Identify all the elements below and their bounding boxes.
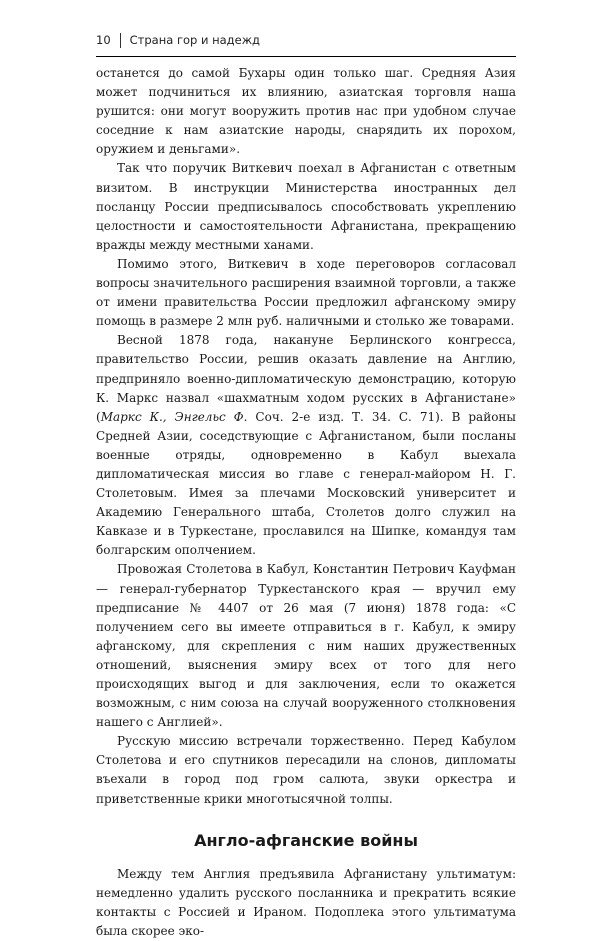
paragraph-7: Между тем Англия предъявила Афганистану ультиматум: немедленно удалить русского посланника и прекратить всякие контакты с Россией и Ираном. Подоплека этого ультиматума была скорее эко- xyxy=(96,866,516,938)
header-rule xyxy=(96,56,516,57)
paragraph-6: Русскую миссию встречали торжественно. Перед Кабулом Столетова и его спутников пересадили на слонов, дипломаты въехали в город под гром салюта, звуки оркестра и приветственные крики многотысячной толпы. xyxy=(96,734,516,806)
citation-authors: Маркс К., Энгельс Ф. xyxy=(100,409,248,424)
page-body xyxy=(96,64,516,941)
header-separator xyxy=(120,33,121,48)
paragraph-2: Так что поручик Виткевич поехал в Афганистан с ответным визитом. В инструкции Министерства иностранных дел посланцу России предписывалось способствовать укреплению целостности и самостоятельности Афганистана, прекращению вражды между местными ханами. xyxy=(96,161,516,252)
page-number: 10 xyxy=(96,33,111,47)
running-header xyxy=(96,30,516,50)
paragraph-4-text-b: Соч. 2-е изд. Т. 34. С. 71). В районы Средней Азии, соседствующие с Афганистаном, были посланы военные отряды, одновременно в Кабул выехала дипломатическая миссия во главе с генерал-майором Н. Г. Столетовым. Имея за плечами Московский университет и Академию Генерального штаба, Столетов долго служил на Кавказе и в Туркестане, прославился на Шипке, командуя там болгарским ополчением. xyxy=(96,409,516,558)
section-title: Англо-афганские войны xyxy=(194,830,418,850)
paragraph-1: останется до самой Бухары один только шаг. Средняя Азия может подчиниться их влиянию, азиатская торговля наша рушится: они могут вооружить против нас при удобном случае соседние к нам азиатские народы, снарядить их порохом, оружием и деньгами». xyxy=(96,66,516,157)
paragraph-4-text-a: Весной 1878 года, накануне Берлинского конгресса, правительство России, решив оказать давление на Англию, предприняло военно-дипломатическую демонстрацию, которую К. Маркс назвал «шахматным ходом русских в Афганистане» ( xyxy=(96,333,516,424)
paragraph-4 xyxy=(96,331,516,560)
paragraph-3: Помимо этого, Виткевич в ходе переговоров согласовал вопросы значительного расширения взаимной торговли, а также от имени правительства России предложил афганскому эмиру помощь в размере 2 млн руб. наличными и столько же товарами. xyxy=(96,256,516,329)
running-title: Страна гор и надежд xyxy=(129,33,261,47)
paragraph-5: Провожая Столетова в Кабул, Константин Петрович Кауфман — генерал-губернатор Туркестанского края — вручил ему предписание № 4407 от 26 мая (7 июня) 1878 года: «С получением сего вы имеете отправиться в г. Кабул, к эмиру афганскому, для скрепления с ним наших дружественных отношений, выяснения эмиру всех от того для него происходящих выгод и для заключения, если то окажется возможным, с ним союза на случай вооруженного столкновения нашего с Англией». xyxy=(96,562,516,730)
